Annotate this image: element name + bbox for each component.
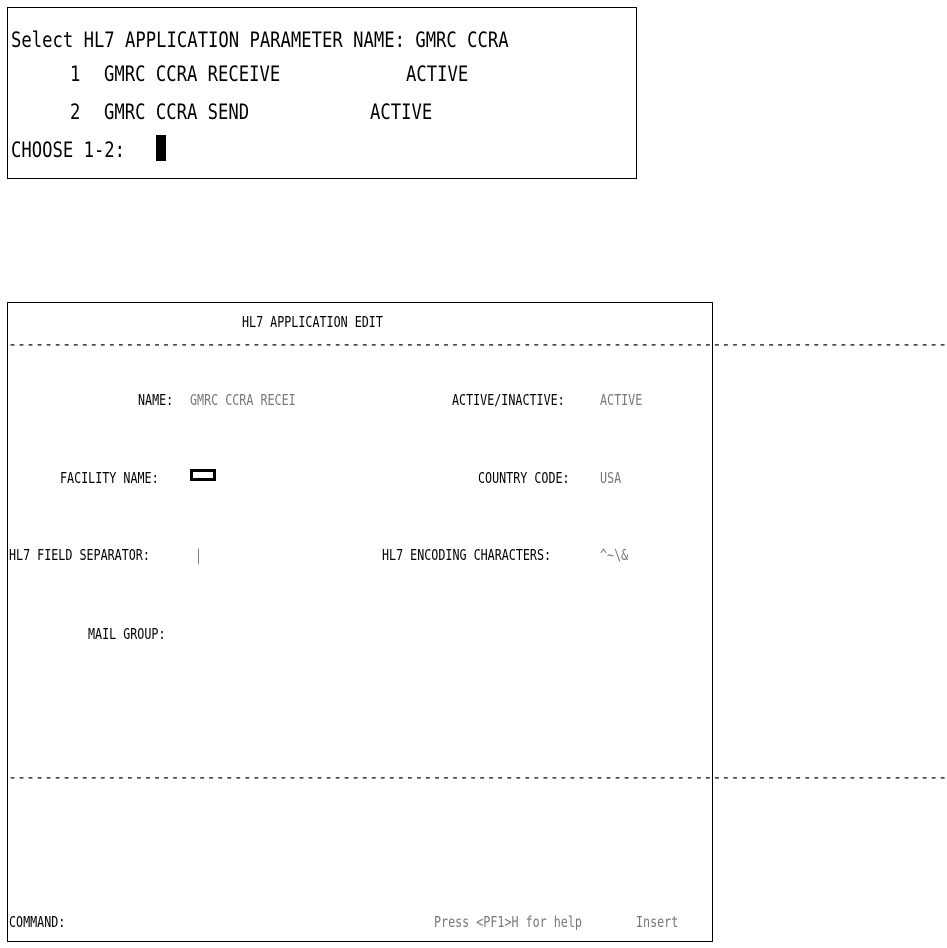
insert-mode-indicator: Insert	[636, 913, 679, 931]
active-inactive-field[interactable]: ACTIVE	[600, 391, 643, 409]
facility-name-label: FACILITY NAME:	[60, 469, 159, 487]
option-1-status: ACTIVE	[406, 62, 469, 86]
hl7-encoding-characters-label: HL7 ENCODING CHARACTERS:	[382, 546, 552, 564]
name-label: NAME:	[138, 391, 174, 409]
form-title: HL7 APPLICATION EDIT	[242, 313, 383, 331]
bottom-divider: --------------------------------------------------------------------------------------------------------	[8, 768, 947, 786]
name-field[interactable]: GMRC CCRA RECEI	[190, 391, 296, 409]
mail-group-field[interactable]	[190, 625, 284, 641]
text-cursor[interactable]	[156, 135, 166, 161]
option-1-name[interactable]: GMRC CCRA RECEIVE	[104, 62, 281, 86]
hl7-encoding-characters-field[interactable]: ^~\&	[600, 546, 629, 564]
selection-terminal	[7, 7, 637, 179]
help-hint: Press <PF1>H for help	[434, 913, 582, 931]
command-label: COMMAND:	[9, 913, 66, 931]
country-code-field[interactable]: USA	[600, 469, 622, 487]
hl7-field-separator-field[interactable]: |	[195, 546, 203, 564]
facility-name-field[interactable]	[190, 469, 216, 481]
option-2-name[interactable]: GMRC CCRA SEND	[104, 100, 250, 124]
option-2-status: ACTIVE	[370, 100, 433, 124]
hl7-application-edit-form	[7, 302, 947, 942]
command-input[interactable]	[80, 913, 314, 929]
country-code-label: COUNTRY CODE:	[478, 469, 570, 487]
top-divider: --------------------------------------------------------------------------------------------------------	[8, 335, 947, 353]
choose-prompt: CHOOSE 1-2:	[11, 138, 126, 162]
hl7-field-separator-label: HL7 FIELD SEPARATOR:	[9, 546, 150, 564]
mail-group-label: MAIL GROUP:	[88, 625, 166, 643]
option-2-number[interactable]: 2	[70, 100, 81, 124]
select-prompt: Select HL7 APPLICATION PARAMETER NAME: GMRC CCRA	[11, 28, 509, 52]
option-1-number[interactable]: 1	[70, 62, 81, 86]
active-inactive-label: ACTIVE/INACTIVE:	[452, 391, 565, 409]
